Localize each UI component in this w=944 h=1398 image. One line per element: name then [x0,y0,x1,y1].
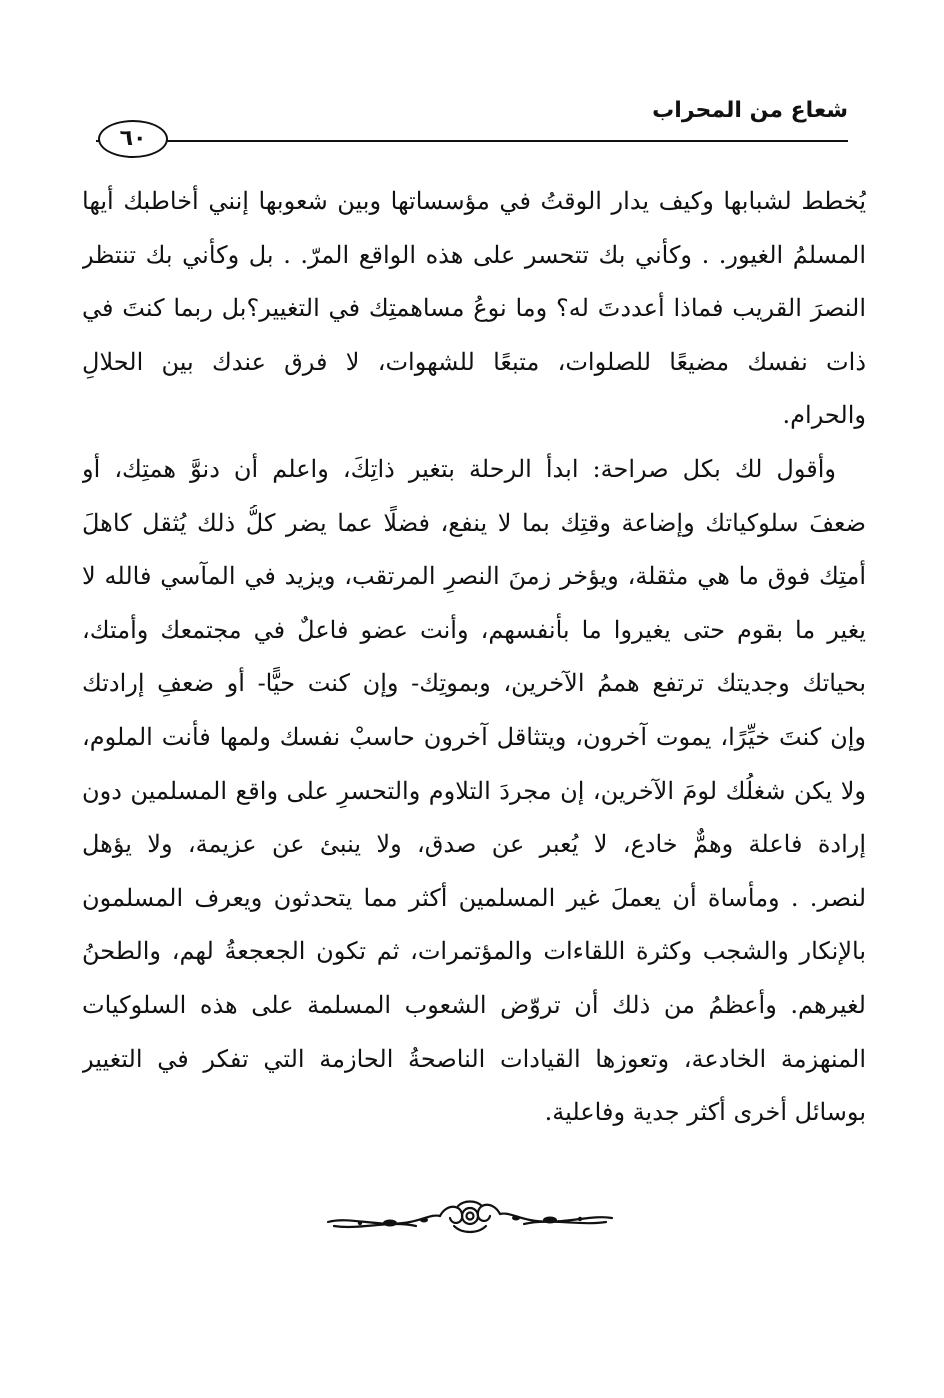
page-number: ٦٠ [119,126,147,151]
text-line: النصرَ القريب فماذا أعددتَ له؟ وما نوعُ مساهمتِك في التغيير؟بل ربما كنتَ في [82,294,866,323]
text-line: بوسائل أخرى أكثر جدية وفاعلية. [544,1098,866,1127]
text-line: بالإنكار والشجب وكثرة اللقاءات والمؤتمرات، ثم تكون الجعجعةُ لهم، والطحنُ [82,937,866,966]
text-line: والحرام. [782,401,866,430]
text-line: وإن كنتَ خيِّرًا، يموت آخرون، ويتثاقل آخرون حاسبْ نفسك ولمها فأنت الملوم، [82,722,866,751]
header-rule [96,140,848,142]
page-number-badge [98,120,168,158]
text-line: أمتِك فوق ما هي مثقلة، ويؤخر زمنَ النصرِ المرتقب، ويزيد في المآسي فالله لا [82,562,866,591]
text-line: المنهزمة الخادعة، وتعوزها القيادات الناصحةُ الحازمة التي تفكر في التغيير [82,1044,866,1073]
text-line: لنصر. . ومأساة أن يعملَ غير المسلمين أكثر مما يتحدثون ويعرف المسلمون [82,883,866,912]
text-line: المسلمُ الغيور. . وكأني بك تتحسر على هذه الواقع المرّ. . بل وكأني بك تنتظر [82,240,866,269]
text-line: لغيرهم. وأعظمُ من ذلك أن تروّض الشعوب المسلمة على هذه السلوكيات [82,990,866,1019]
text-line: ولا يكن شغلُك لومَ الآخرين، إن مجردَ التلاوم والتحسرِ على واقع المسلمين دون [82,776,866,805]
text-line: إرادة فاعلة وهمٌّ خادع، لا يُعبر عن صدق، ولا ينبئ عن عزيمة، ولا يؤهل [82,830,866,859]
paragraph-1 [82,183,866,451]
text-line: ضعفَ سلوكياتك وإضاعة وقتِك بما لا ينفع، فضلًا عما يضر كلُّ ذلك يُثقل كاهلَ [82,508,866,537]
text-line: يغير ما بقوم حتى يغيروا ما بأنفسهم، وأنت عضو فاعلٌ في مجتمعك وأمتك، [82,615,866,644]
body-text [82,183,866,1148]
running-title: شعاع من المحراب [652,98,848,123]
text-line: بحياتك وجديتك ترتفع هممُ الآخرين، وبموتِك- وإن كنت حيًّا- أو ضعفِ إرادتك [82,669,866,698]
text-line: ذات نفسك مضيعًا للصلوات، متبعًا للشهوات، لا فرق عندك بين الحلالِ [82,347,866,376]
ornamental-divider-icon [320,1196,620,1238]
text-line: وأقول لك بكل صراحة: ابدأ الرحلة بتغير ذاتِكَ، واعلم أن دنوَّ همتِك، أو [82,454,836,483]
paragraph-2 [82,451,866,1148]
text-line: يُخطط لشبابها وكيف يدار الوقتُ في مؤسساتها وبين شعوبها إنني أخاطبك أيها [82,187,866,215]
